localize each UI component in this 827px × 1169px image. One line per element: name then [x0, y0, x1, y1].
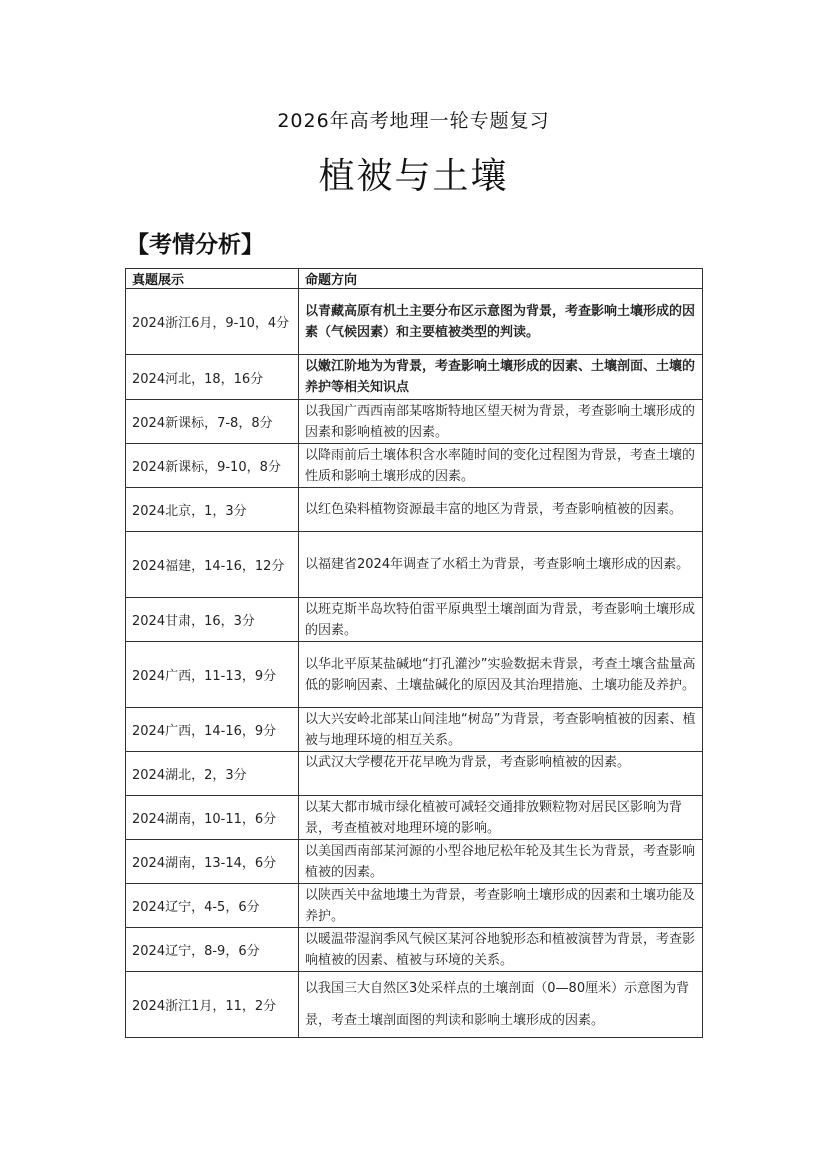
direction-cell: 以美国西南部某河源的小型谷地尼松年轮及其生长为背景，考查影响植被的因素。: [299, 840, 703, 884]
direction-cell: 以我国广西西南部某喀斯特地区望天树为背景，考查影响土壤形成的因素和影响植被的因素。: [299, 400, 703, 444]
direction-cell: 以华北平原某盐碱地“打孔灌沙”实验数据未背景，考查土壤含盐量高低的影响因素、土壤盐碱化的原因及其治理措施、土壤功能及养护。: [299, 642, 703, 708]
table-row: [126, 884, 703, 928]
source-cell: 2024新课标，9-10，8分: [126, 444, 299, 488]
direction-cell: 以降雨前后土壤体积含水率随时间的变化过程图为背景，考查土壤的性质和影响土壤形成的因素。: [299, 444, 703, 488]
direction-cell: 以某大都市城市绿化植被可减轻交通排放颗粒物对居民区影响为背景，考查植被对地理环境的影响。: [299, 796, 703, 840]
source-cell: 2024广西，14-16，9分: [126, 708, 299, 752]
table-row: [126, 444, 703, 488]
source-cell: 2024新课标，7-8，8分: [126, 400, 299, 444]
table-row: [126, 598, 703, 642]
table-header-row: [126, 269, 703, 289]
table-row: [126, 400, 703, 444]
direction-cell: 以武汉大学樱花开花早晚为背景，考查影响植被的因素。: [299, 752, 703, 796]
direction-cell: 以红色染料植物资源最丰富的地区为背景，考查影响植被的因素。: [299, 488, 703, 532]
source-cell: 2024辽宁，4-5，6分: [126, 884, 299, 928]
source-cell: 2024湖北，2，3分: [126, 752, 299, 796]
source-cell: 2024甘肃，16，3分: [126, 598, 299, 642]
source-cell: 2024浙江1月，11，2分: [126, 972, 299, 1038]
doc-subtitle: 2026年高考地理一轮专题复习: [277, 110, 550, 132]
table-row: [126, 708, 703, 752]
direction-cell: 以陕西关中盆地塿土为背景，考查影响土壤形成的因素和土壤功能及养护。: [299, 884, 703, 928]
table-row: [126, 972, 703, 1038]
table-row: [126, 488, 703, 532]
table-row: [126, 796, 703, 840]
source-cell: 2024湖南，10-11，6分: [126, 796, 299, 840]
exam-analysis-table: [125, 268, 703, 1038]
source-cell: 2024河北，18，16分: [126, 355, 299, 400]
table-row: [126, 355, 703, 400]
direction-cell: 以嫩江阶地为为背景，考查影响土壤形成的因素、土壤剖面、土壤的养护等相关知识点: [299, 355, 703, 400]
table-row: [126, 289, 703, 355]
source-cell: 2024湖南，13-14，6分: [126, 840, 299, 884]
source-cell: 2024辽宁，8-9，6分: [126, 928, 299, 972]
table-row: [126, 928, 703, 972]
direction-cell: 以班克斯半岛坎特伯雷平原典型土壤剖面为背景，考查影响土壤形成的因素。: [299, 598, 703, 642]
table-row: [126, 532, 703, 598]
table-row: [126, 840, 703, 884]
direction-cell: 以青藏高原有机土主要分布区示意图为背景，考查影响土壤形成的因素（气候因素）和主要植被类型的判读。: [299, 289, 703, 355]
table-row: [126, 642, 703, 708]
section-heading: 【考情分析】: [126, 232, 264, 258]
direction-cell: 以大兴安岭北部某山间洼地“树岛”为背景，考查影响植被的因素、植被与地理环境的相互关系。: [299, 708, 703, 752]
header-source: 真题展示: [126, 269, 299, 289]
table-row: [126, 752, 703, 796]
direction-cell: 以我国三大自然区3处采样点的土壤剖面（0—80厘米）示意图为背景，考查土壤剖面图的判读和影响土壤形成的因素。: [299, 972, 703, 1038]
source-cell: 2024浙江6月，9-10，4分: [126, 289, 299, 355]
source-cell: 2024北京，1，3分: [126, 488, 299, 532]
doc-title: 植被与土壤: [318, 156, 509, 197]
direction-cell: 以暖温带湿润季风气候区某河谷地貌形态和植被演替为背景，考查影响植被的因素、植被与环境的关系。: [299, 928, 703, 972]
direction-cell: 以福建省2024年调查了水稻土为背景，考查影响土壤形成的因素。: [299, 532, 703, 598]
source-cell: 2024福建，14-16，12分: [126, 532, 299, 598]
source-cell: 2024广西，11-13，9分: [126, 642, 299, 708]
header-direction: 命题方向: [299, 269, 703, 289]
